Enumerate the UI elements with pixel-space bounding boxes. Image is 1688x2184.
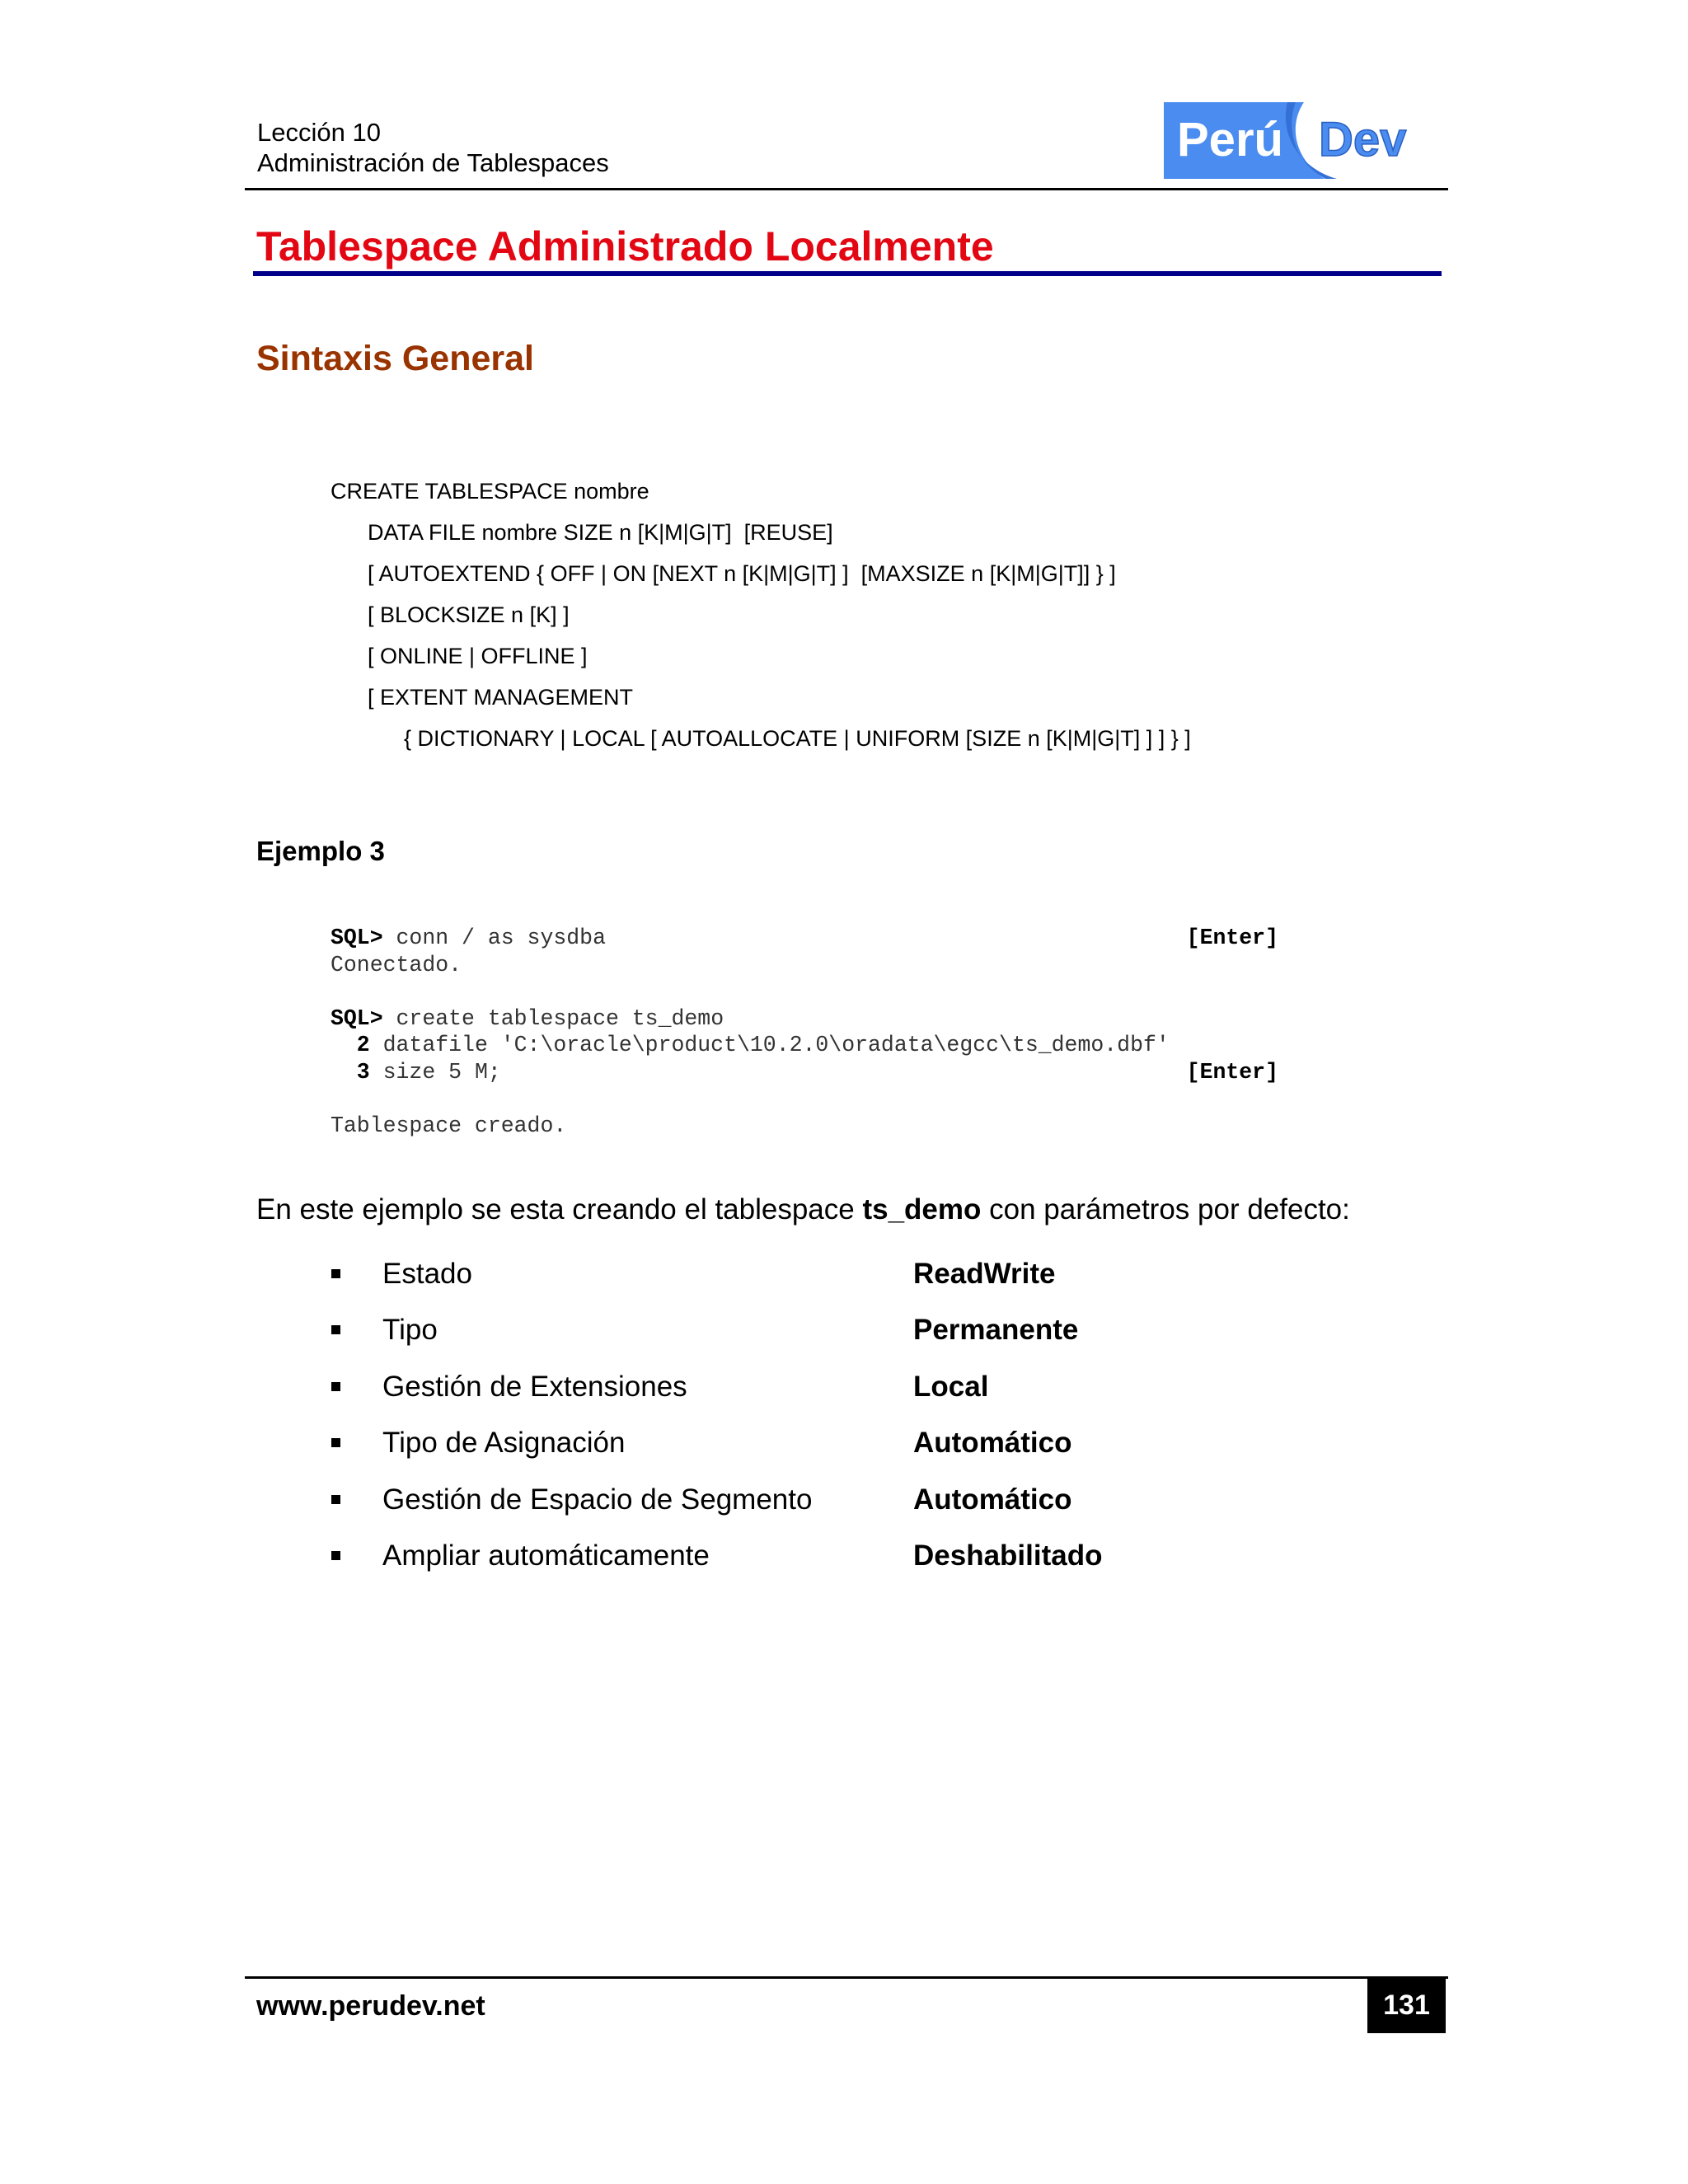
bullet-icon (331, 1325, 340, 1334)
param-value: Permanente (913, 1314, 1079, 1347)
page-number: 131 (1367, 1977, 1446, 2033)
logo-text-dev: Dev (1319, 113, 1407, 166)
perudev-logo (1164, 102, 1428, 179)
default-parameters-list (330, 1256, 1401, 1594)
list-item (330, 1538, 1401, 1594)
syntax-line: CREATE TABLESPACE nombre (331, 479, 649, 504)
code-text: datafile 'C:\oracle\product\10.2.0\oradata\egcc\ts_demo.dbf' (369, 1033, 1170, 1057)
lesson-number: Lección 10 (257, 118, 381, 147)
tablespace-name: ts_demo (862, 1193, 982, 1226)
param-value: Automático (913, 1483, 1072, 1516)
logo-text-peru: Perú (1177, 113, 1283, 166)
line-number: 3 (331, 1059, 370, 1085)
code-text: Conectado. (331, 952, 462, 977)
syntax-line: DATA FILE nombre SIZE n [K|M|G|T] [REUSE] (368, 520, 833, 545)
bullet-icon (331, 1495, 340, 1504)
syntax-line: [ AUTOEXTEND { OFF | ON [NEXT n [K|M|G|T] ] [MAXSIZE n [K|M|G|T]] } ] (368, 561, 1116, 586)
code-text: create tablespace ts_demo (382, 1005, 724, 1031)
bullet-icon (331, 1438, 340, 1447)
sql-prompt: SQL> (331, 1005, 383, 1031)
param-value: ReadWrite (913, 1258, 1056, 1290)
code-line (331, 1005, 1278, 1033)
running-header (257, 117, 609, 178)
bullet-icon (331, 1551, 340, 1560)
page-title: Tablespace Administrado Localmente (256, 223, 994, 269)
bullet-icon (331, 1382, 340, 1391)
code-line (331, 1113, 1278, 1140)
code-text: Tablespace creado. (331, 1113, 567, 1138)
header-divider (245, 188, 1448, 190)
param-label: Tipo (382, 1314, 438, 1347)
lesson-subject: Administración de Tablespaces (257, 148, 609, 177)
example-description: En este ejemplo se esta creando el tablespace ts_demo con parámetros por defecto: (256, 1193, 1350, 1226)
list-item (330, 1256, 1401, 1312)
sql-code-block (331, 925, 1278, 1139)
code-line (331, 1032, 1278, 1059)
param-label: Ampliar automáticamente (382, 1539, 710, 1572)
param-value: Deshabilitado (913, 1539, 1103, 1572)
syntax-line: { DICTIONARY | LOCAL [ AUTOALLOCATE | UNIFORM [SIZE n [K|M|G|T] ] ] } ] (404, 726, 1191, 751)
title-underline (253, 271, 1442, 276)
code-line (331, 925, 1278, 952)
syntax-line: [ BLOCKSIZE n [K] ] (368, 602, 570, 627)
param-value: Local (913, 1370, 989, 1403)
list-item (330, 1482, 1401, 1538)
bullet-icon (331, 1269, 340, 1278)
code-line (331, 1059, 1278, 1086)
syntax-line: [ ONLINE | OFFLINE ] (368, 644, 588, 668)
list-item (330, 1425, 1401, 1481)
code-text: conn / as sysdba (382, 926, 606, 950)
sql-prompt: SQL> (331, 926, 383, 950)
example-heading: Ejemplo 3 (256, 836, 385, 866)
section-heading: Sintaxis General (256, 339, 534, 378)
list-item (330, 1312, 1401, 1368)
syntax-line: [ EXTENT MANAGEMENT (368, 685, 634, 710)
line-number: 2 (331, 1033, 370, 1057)
param-label: Estado (382, 1258, 472, 1290)
code-text: size 5 M; (369, 1059, 501, 1085)
enter-key-label: [Enter] (1186, 1059, 1278, 1085)
param-label: Tipo de Asignación (382, 1427, 626, 1460)
param-label: Gestión de Extensiones (382, 1370, 687, 1403)
param-value: Automático (913, 1427, 1072, 1460)
footer-divider (245, 1976, 1448, 1979)
footer-url: www.perudev.net (256, 1990, 485, 2022)
enter-key-label: [Enter] (1186, 926, 1278, 950)
list-item (330, 1369, 1401, 1425)
param-label: Gestión de Espacio de Segmento (382, 1483, 813, 1516)
code-line (331, 952, 1278, 979)
